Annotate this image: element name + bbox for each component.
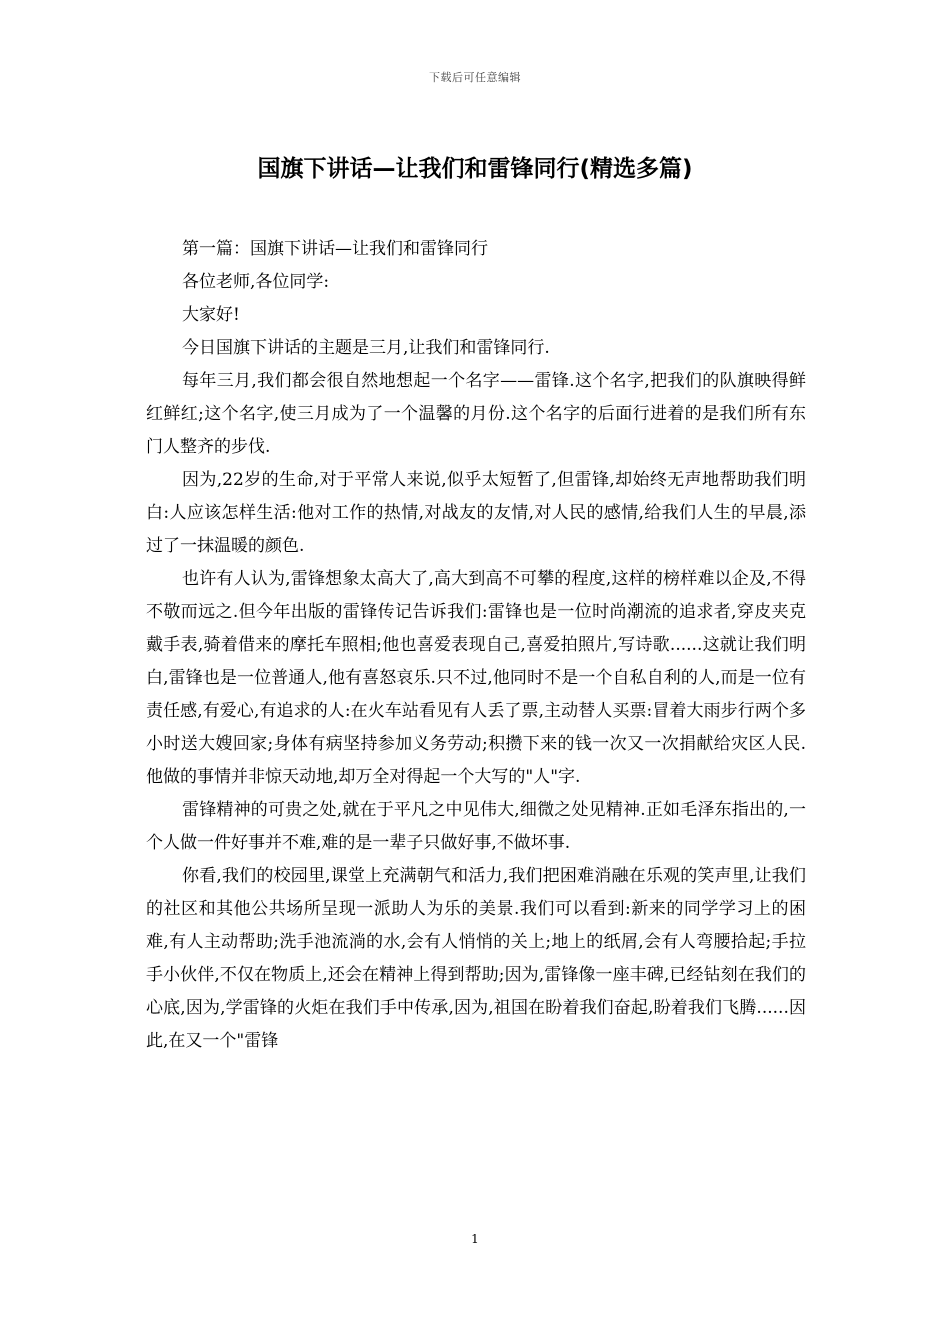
document-body: [146, 233, 806, 1058]
body-paragraph: 每年三月,我们都会很自然地想起一个名字——雷锋.这个名字,把我们的队旗映得鲜红鲜红;这个名字,使三月成为了一个温馨的月份.这个名字的后面行进着的是我们所有东门人整齐的步伐.: [146, 371, 806, 457]
salutation: 各位老师,各位同学:: [182, 272, 330, 292]
document-title: 国旗下讲话—让我们和雷锋同行(精选多篇): [257, 156, 693, 182]
body-paragraph: 也许有人认为,雷锋想象太高大了,高大到高不可攀的程度,这样的榜样难以企及,不得不敬而远之.但今年出版的雷锋传记告诉我们:雷锋也是一位时尚潮流的追求者,穿皮夹克戴手表,骑着借来的摩托车照相;他也喜爱表现自己,喜爱拍照片,写诗歌......这就让我们明白,雷锋也是一位普通人,他有喜怒哀乐.只不过,他同时不是一个自私自利的人,而是一位有责任感,有爱心,有追求的人:在火车站看见有人丢了票,主动替人买票:冒着大雨步行两个多小时送大嫂回家;身体有病坚持参加义务劳动;积攒下来的钱一次又一次捐献给灾区人民.他做的事情并非惊天动地,却万全对得起一个大写的"人"字.: [146, 569, 806, 787]
section-heading: 第一篇：国旗下讲话—让我们和雷锋同行: [182, 239, 488, 259]
body-paragraph: 今日国旗下讲话的主题是三月,让我们和雷锋同行.: [182, 338, 550, 358]
greeting: 大家好!: [182, 305, 240, 325]
header-note: 下载后可任意编辑: [429, 71, 521, 84]
body-paragraph: 雷锋精神的可贵之处,就在于平凡之中见伟大,细微之处见精神.正如毛泽东指出的,一个人做一件好事并不难,难的是一辈子只做好事,不做坏事.: [146, 800, 806, 853]
page-number: 1: [471, 1232, 479, 1246]
body-paragraph: 因为,22岁的生命,对于平常人来说,似乎太短暂了,但雷锋,却始终无声地帮助我们明白:人应该怎样生活:他对工作的热情,对战友的友情,对人民的感情,给我们人生的早晨,添过了一抹温暖的颜色.: [146, 470, 806, 556]
body-paragraph: 你看,我们的校园里,课堂上充满朝气和活力,我们把困难消融在乐观的笑声里,让我们的社区和其他公共场所呈现一派助人为乐的美景.我们可以看到:新来的同学学习上的困难,有人主动帮助;洗手池流淌的水,会有人悄悄的关上;地上的纸屑,会有人弯腰拾起;手拉手小伙伴,不仅在物质上,还会在精神上得到帮助;因为,雷锋像一座丰碑,已经钻刻在我们的心底,因为,学雷锋的火炬在我们手中传承,因为,祖国在盼着我们奋起,盼着我们飞腾......因此,在又一个"雷锋: [146, 866, 806, 1051]
